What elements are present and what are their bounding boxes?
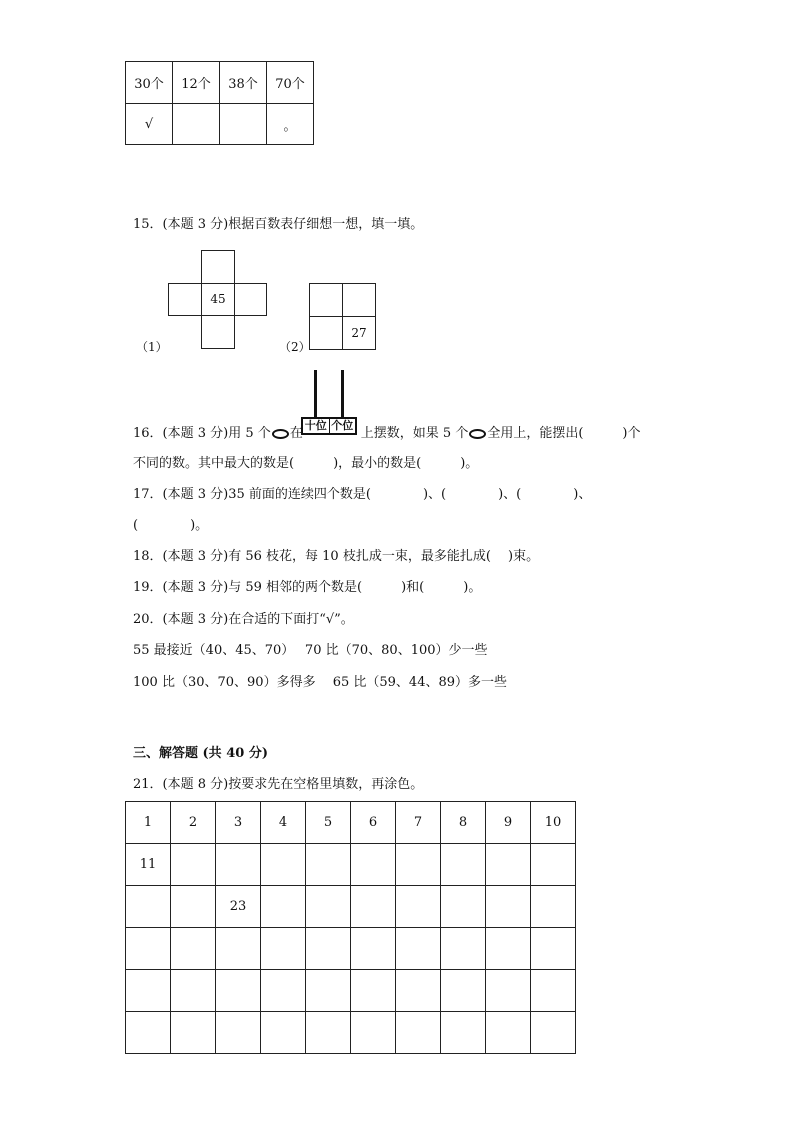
grid-row xyxy=(126,886,576,928)
figure-label-1: （1） xyxy=(136,340,168,354)
grid-cell[interactable] xyxy=(171,970,216,1012)
grid-cell[interactable] xyxy=(486,886,531,928)
grid-cell-right[interactable] xyxy=(234,283,267,316)
grid-cell-left[interactable] xyxy=(168,283,202,316)
grid-row xyxy=(126,928,576,970)
question-16-line-1 xyxy=(133,426,640,442)
grid-cell[interactable] xyxy=(441,928,486,970)
grid-cell[interactable] xyxy=(126,886,171,928)
grid-cell: 4 xyxy=(261,802,306,844)
grid-cell[interactable] xyxy=(126,1012,171,1054)
grid-cell[interactable] xyxy=(531,970,576,1012)
grid-cell[interactable] xyxy=(531,886,576,928)
grid-cell[interactable] xyxy=(306,1012,351,1054)
grid-cell[interactable] xyxy=(306,886,351,928)
bead-icon xyxy=(469,429,486,439)
question-17-line-2: ( )。 xyxy=(133,518,209,533)
question-16-line-2: 不同的数。其中最大的数是( )，最小的数是( )。 xyxy=(133,456,479,471)
grid-cell: 5 xyxy=(306,802,351,844)
grid-cell-top-left[interactable] xyxy=(309,283,343,317)
question-16-part-3: 上摆数，如果 5 个 xyxy=(360,426,469,441)
grid-cell[interactable] xyxy=(441,844,486,886)
grid-row xyxy=(126,970,576,1012)
grid-cell: 3 xyxy=(216,802,261,844)
grid-cell[interactable] xyxy=(261,844,306,886)
grid-cell[interactable] xyxy=(441,970,486,1012)
grid-cell[interactable] xyxy=(441,886,486,928)
grid-cell[interactable] xyxy=(126,970,171,1012)
grid-cell[interactable] xyxy=(216,928,261,970)
grid-cell[interactable] xyxy=(486,970,531,1012)
grid-cell[interactable] xyxy=(486,1012,531,1054)
table-cell[interactable]: √ xyxy=(126,104,173,145)
question-19-text: 19．(本题 3 分)与 59 相邻的两个数是( )和( )。 xyxy=(133,580,482,595)
answer-table-header-row xyxy=(126,62,314,104)
grid-cell[interactable] xyxy=(216,970,261,1012)
abacus-label-ones: 个位 xyxy=(331,419,354,432)
question-16-part-1: 16．(本题 3 分)用 5 个 xyxy=(133,426,271,441)
grid-cell: 10 xyxy=(531,802,576,844)
question-21-text: 21．(本题 8 分)按要求先在空格里填数，再涂色。 xyxy=(133,777,424,792)
grid-cell[interactable] xyxy=(531,1012,576,1054)
question-20-row-2: 100 比（30、70、90）多得多 65 比（59、44、89）多一些 xyxy=(133,675,508,690)
grid-cell[interactable] xyxy=(531,844,576,886)
grid-cell[interactable] xyxy=(486,928,531,970)
question-15-text: 15．(本题 3 分)根据百数表仔细想一想，填一填。 xyxy=(133,217,424,232)
grid-cell-top-right[interactable] xyxy=(342,283,376,317)
question-16-part-4: 全用上，能摆出( )个 xyxy=(487,426,641,441)
grid-cell[interactable] xyxy=(396,928,441,970)
grid-cell[interactable] xyxy=(351,928,396,970)
grid-cell: 7 xyxy=(396,802,441,844)
table-cell: 38个 xyxy=(220,62,267,104)
grid-cell[interactable] xyxy=(126,928,171,970)
abacus-rod-tens xyxy=(314,370,317,418)
grid-cell: 9 xyxy=(486,802,531,844)
grid-cell: 6 xyxy=(351,802,396,844)
hundred-chart-grid xyxy=(125,801,576,1054)
grid-cell[interactable] xyxy=(306,928,351,970)
grid-cell[interactable] xyxy=(396,886,441,928)
grid-row xyxy=(126,802,576,844)
table-cell: 30个 xyxy=(126,62,173,104)
grid-cell[interactable] xyxy=(396,970,441,1012)
question-20-row-1: 55 最接近（40、45、70） 70 比（70、80、100）少一些 xyxy=(133,643,488,658)
figure-label-2: （2） xyxy=(279,340,311,354)
section-3-title: 三、解答题 (共 40 分) xyxy=(133,746,268,761)
bead-icon xyxy=(272,429,289,439)
grid-row xyxy=(126,1012,576,1054)
grid-cell[interactable] xyxy=(171,928,216,970)
grid-cell: 23 xyxy=(216,886,261,928)
abacus-label-tens: 十位 xyxy=(303,419,330,433)
grid-cell: 11 xyxy=(126,844,171,886)
grid-cell[interactable] xyxy=(171,886,216,928)
grid-row xyxy=(126,844,576,886)
grid-cell: 2 xyxy=(171,802,216,844)
question-17-line-1: 17．(本题 3 分)35 前面的连续四个数是( )、( )、( )、 xyxy=(133,487,592,502)
question-20-text: 20．(本题 3 分)在合适的下面打“√”。 xyxy=(133,612,354,627)
grid-cell[interactable] xyxy=(396,844,441,886)
answer-table-top xyxy=(125,61,314,145)
grid-cell[interactable] xyxy=(261,970,306,1012)
grid-cell[interactable] xyxy=(261,1012,306,1054)
grid-cell-bottom-right: 27 xyxy=(342,316,376,350)
grid-cell[interactable] xyxy=(261,886,306,928)
grid-cell-bottom-left[interactable] xyxy=(309,316,343,350)
grid-cell[interactable] xyxy=(306,844,351,886)
grid-cell: 8 xyxy=(441,802,486,844)
grid-cell[interactable] xyxy=(351,886,396,928)
grid-cell[interactable] xyxy=(261,928,306,970)
grid-cell[interactable] xyxy=(396,1012,441,1054)
grid-cell-bottom[interactable] xyxy=(201,315,235,349)
table-cell[interactable] xyxy=(173,104,220,145)
grid-cell[interactable] xyxy=(441,1012,486,1054)
grid-cell-top[interactable] xyxy=(201,250,235,284)
grid-cell[interactable] xyxy=(486,844,531,886)
grid-cell[interactable] xyxy=(351,970,396,1012)
table-cell: 12个 xyxy=(173,62,220,104)
question-18-text: 18．(本题 3 分)有 56 枝花，每 10 枝扎成一束，最多能扎成( )束。 xyxy=(133,549,540,564)
grid-cell[interactable] xyxy=(171,844,216,886)
answer-table-mark-row xyxy=(126,104,314,145)
abacus-rod-ones xyxy=(341,370,344,418)
question-16-part-2: 在 xyxy=(289,426,303,441)
grid-cell[interactable] xyxy=(351,844,396,886)
table-cell[interactable]: 。 xyxy=(267,104,314,145)
table-cell: 70个 xyxy=(267,62,314,104)
grid-cell[interactable] xyxy=(306,970,351,1012)
grid-cell[interactable] xyxy=(351,1012,396,1054)
grid-cell-center: 45 xyxy=(201,283,235,316)
grid-cell[interactable] xyxy=(216,1012,261,1054)
grid-cell[interactable] xyxy=(171,1012,216,1054)
grid-cell[interactable] xyxy=(531,928,576,970)
grid-cell[interactable] xyxy=(216,844,261,886)
grid-cell: 1 xyxy=(126,802,171,844)
table-cell[interactable] xyxy=(220,104,267,145)
